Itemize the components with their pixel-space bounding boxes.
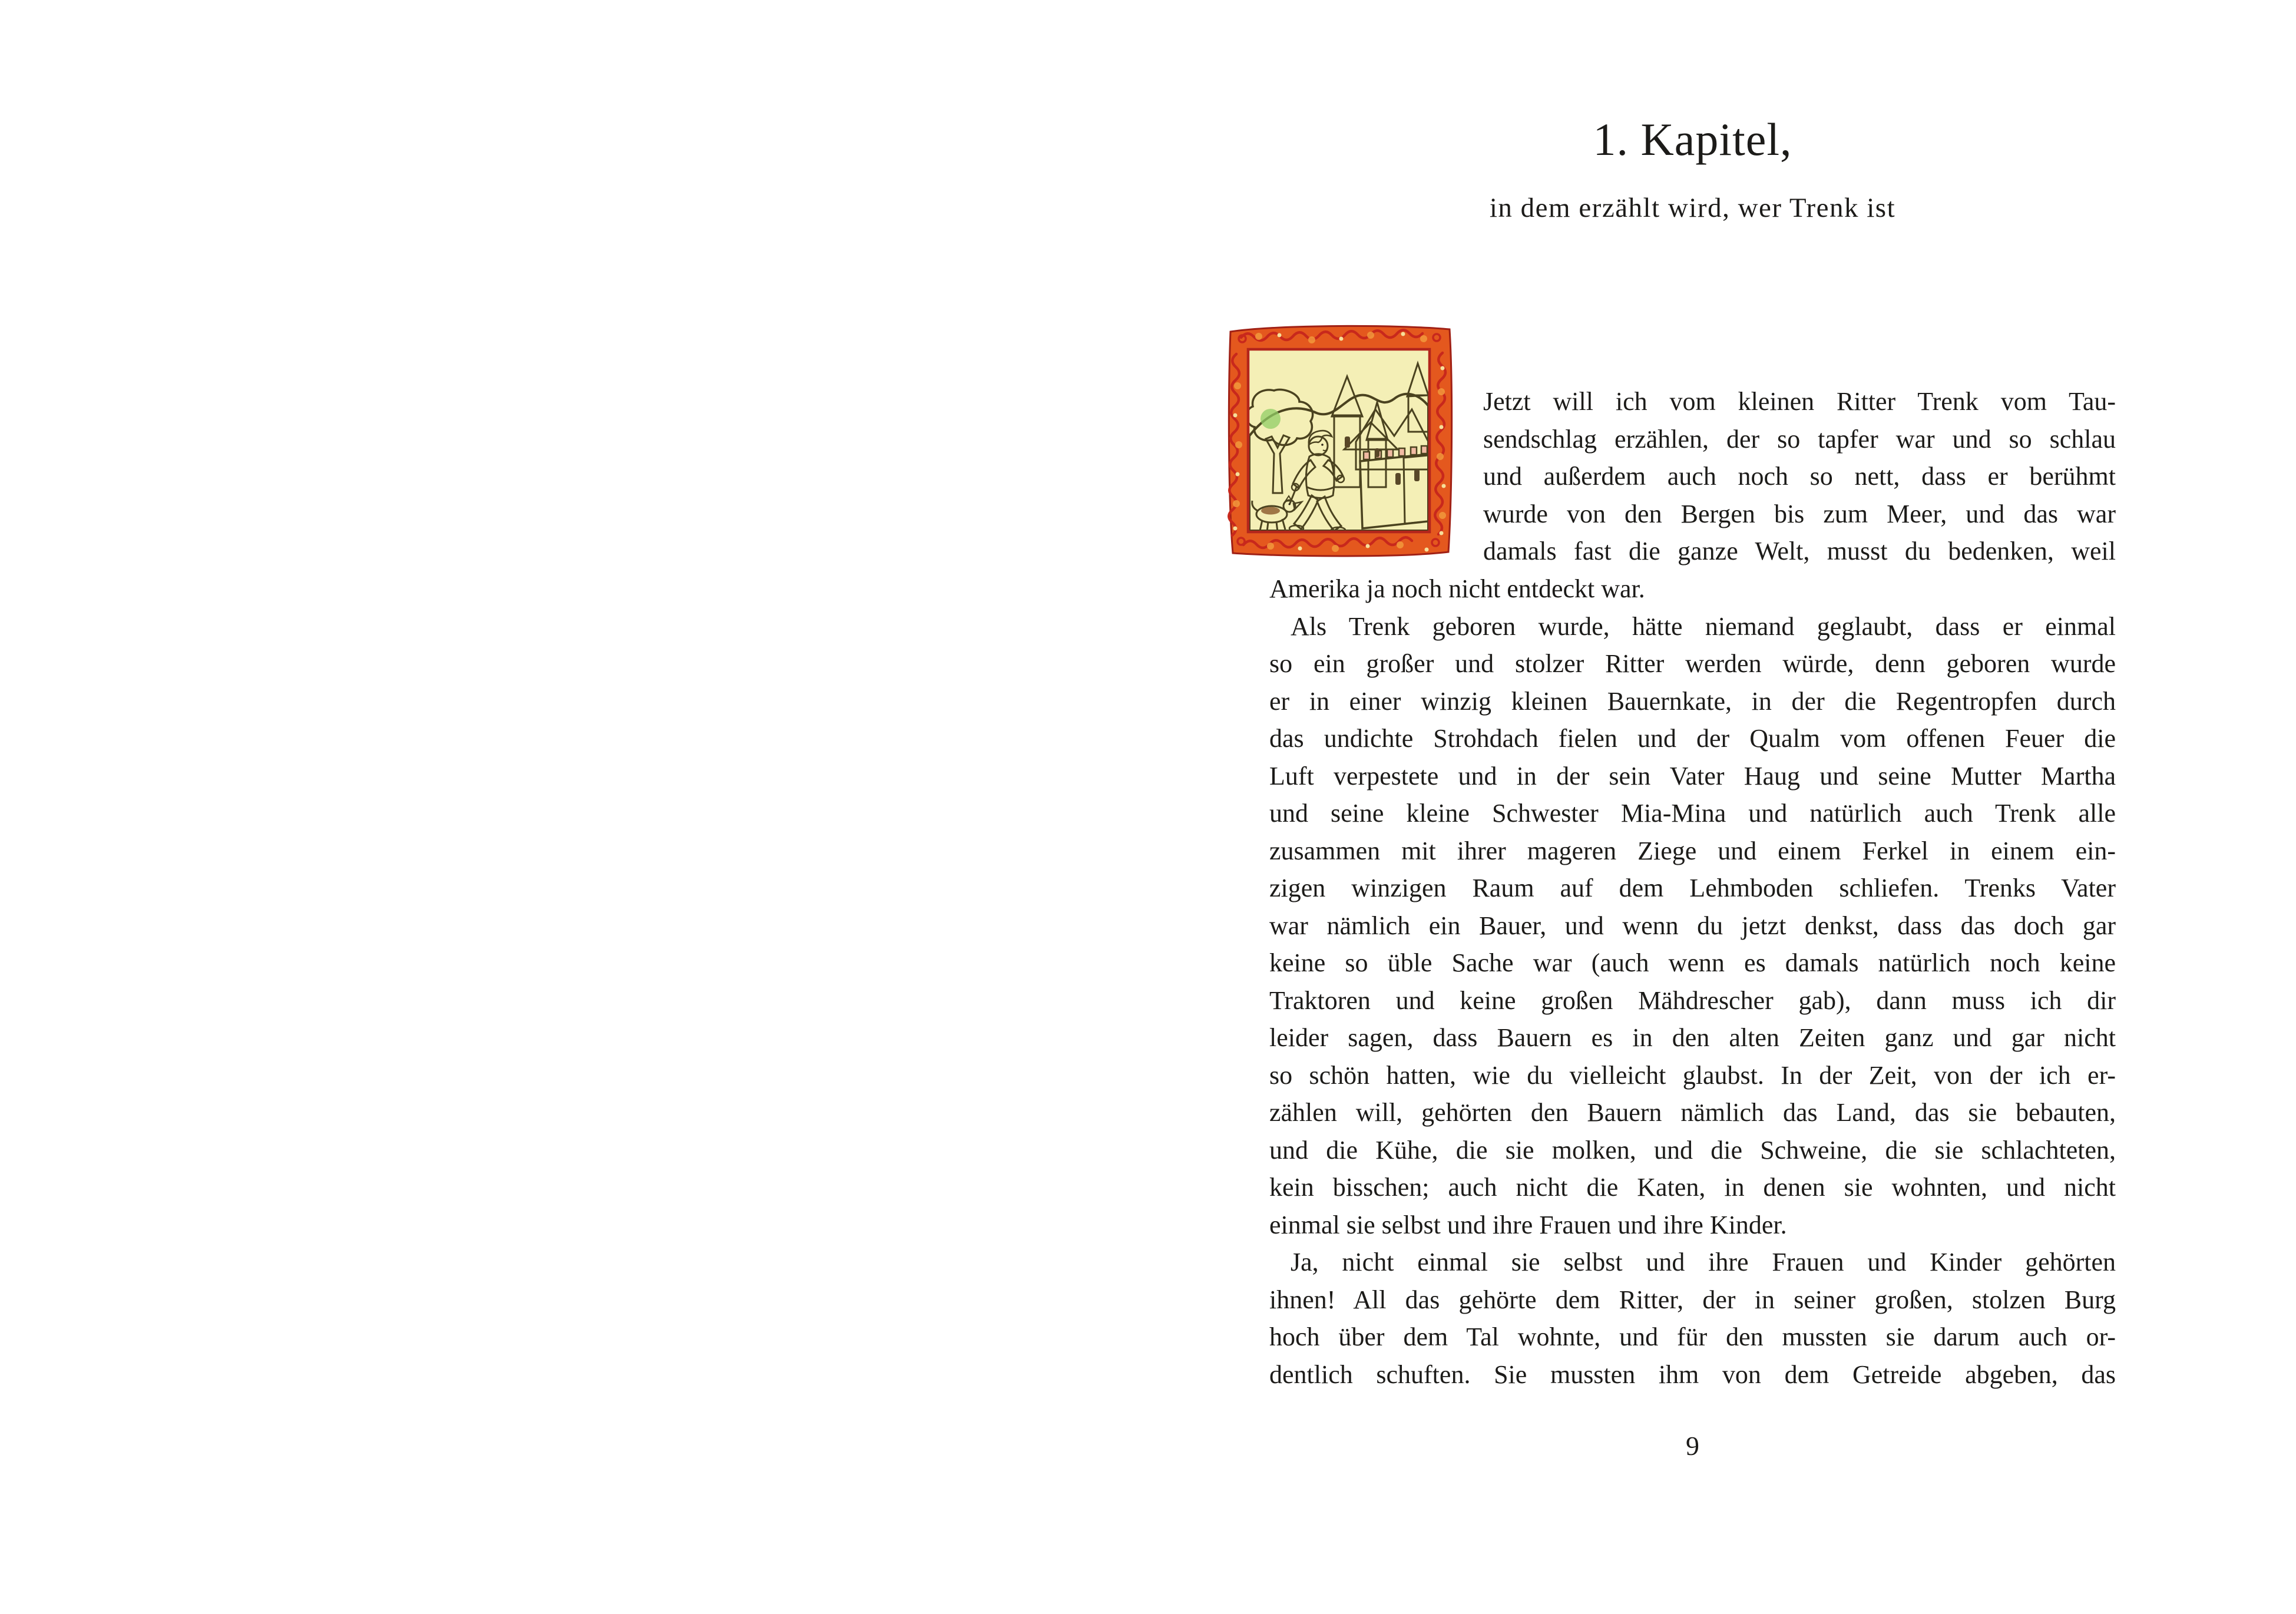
- text-line: hoch über dem Tal wohnte, und für den mussten sie darum auch or-: [1269, 1322, 2116, 1351]
- text-line: sendschlag erzählen, der so tapfer war und so schlau: [1483, 424, 2116, 454]
- text-line: dentlich schuften. Sie mussten ihm von dem Getreide abgeben, das: [1269, 1360, 2116, 1389]
- dog-eye: [1289, 504, 1291, 505]
- text-line: keine so üble Sache war (auch wenn es damals natürlich noch keine: [1269, 948, 2116, 977]
- chapter-subtitle: in dem erzählt wird, wer Trenk ist: [1489, 193, 1896, 223]
- body-text-column: [1269, 570, 2116, 1393]
- text-line: und außerdem auch noch so nett, dass er berühmt: [1483, 462, 2116, 491]
- boy-mouth: [1323, 450, 1326, 451]
- text-line: damals fast die ganze Welt, musst du bedenken, weil: [1483, 537, 2116, 565]
- dog-patch: [1261, 507, 1280, 515]
- text-line: so ein großer und stolzer Ritter werden würde, denn geboren wurde: [1269, 649, 2116, 678]
- paragraph-3: [1269, 1243, 2116, 1393]
- boy-eye: [1321, 444, 1324, 446]
- text-line: Als Trenk geboren wurde, hätte niemand geglaubt, dass er einmal: [1291, 611, 2116, 641]
- text-line: er in einer winzig kleinen Bauernkate, in der die Regentropfen durch: [1269, 686, 2116, 716]
- text-line: Luft verpestete und in der sein Vater Haug und seine Mutter Martha: [1269, 761, 2116, 791]
- paragraph-2: [1269, 608, 2116, 1244]
- sky: [1249, 350, 1428, 531]
- chapter-illustration: [1223, 321, 1455, 559]
- text-line: zusammen mit ihrer mageren Ziege und einem Ferkel in einem ein-: [1269, 836, 2116, 865]
- text-line: leider sagen, dass Bauern es in den alten Zeiten ganz und gar nicht: [1269, 1023, 2116, 1052]
- text-line: einmal sie selbst und ihre Frauen und ihre Kinder.: [1269, 1210, 1787, 1239]
- chapter-title: 1. Kapitel,: [1593, 114, 1792, 165]
- illustration-scene: [1246, 350, 1428, 533]
- text-line: wurde von den Bergen bis zum Meer, und das war: [1483, 499, 2116, 528]
- text-line: Jetzt will ich vom kleinen Ritter Trenk vom Tau-: [1483, 387, 2116, 416]
- text-line: ihnen! All das gehörte dem Ritter, der in seiner großen, stolzen Burg: [1269, 1285, 2116, 1314]
- paragraph-1-last-line: Amerika ja noch nicht entdeckt war.: [1269, 574, 1645, 603]
- text-line: Ja, nicht einmal sie selbst und ihre Frauen und Kinder gehörten: [1291, 1248, 2116, 1276]
- text-line: so schön hatten, wie du vielleicht glaubst. In der Zeit, von der ich er-: [1269, 1060, 2116, 1090]
- text-line: und die Kühe, die sie molken, und die Schweine, die sie schlachteten,: [1269, 1135, 2116, 1165]
- text-line: zählen will, gehörten den Bauern nämlich das Land, das sie bebauten,: [1269, 1098, 2116, 1127]
- paragraph-1-beside-image: [1483, 383, 2116, 570]
- text-line: das undichte Strohdach fielen und der Qualm vom offenen Feuer die: [1269, 724, 2116, 753]
- text-line: und seine kleine Schwester Mia-Mina und natürlich auch Trenk alle: [1269, 799, 2116, 828]
- text-line: kein bisschen; auch nicht die Katen, in denen sie wohnten, und nicht: [1269, 1173, 2116, 1202]
- text-line: zigen winzigen Raum auf dem Lehmboden schliefen. Trenks Vater: [1269, 874, 2116, 902]
- page-number: 9: [1686, 1431, 1699, 1461]
- text-line: Traktoren und keine großen Mähdrescher gab), dann muss ich dir: [1269, 985, 2116, 1015]
- text-line: war nämlich ein Bauer, und wenn du jetzt denkst, dass das doch gar: [1269, 911, 2116, 940]
